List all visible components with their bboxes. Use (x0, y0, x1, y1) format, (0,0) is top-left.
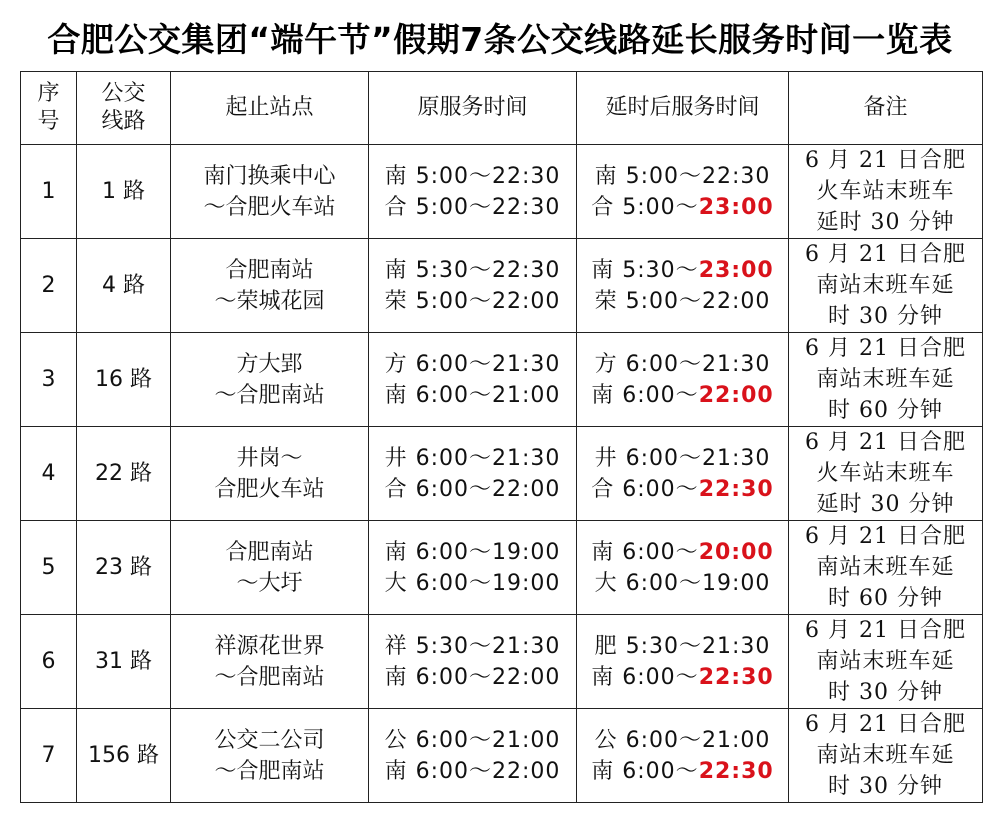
original-time-cell (369, 333, 577, 427)
header-extended-time: 延时后服务时间 (577, 72, 789, 145)
note-cell (789, 615, 983, 709)
stops-cell (171, 427, 369, 521)
original-time-line: 方 6:00～21:30 (384, 351, 561, 377)
original-time-cell (369, 615, 577, 709)
seq-cell: 2 (21, 239, 77, 333)
extended-time-highlight: 20:00 (698, 539, 774, 565)
original-time-line: 南 6:00～21:00 (384, 382, 561, 408)
extended-time-highlight: 23:00 (698, 194, 774, 220)
header-seq-line-2: 号 (37, 109, 60, 134)
note-line: 火车站末班车 (816, 461, 955, 486)
extended-time-highlight: 23:00 (698, 257, 774, 283)
extended-time-text: 公 6:00～21:00 (594, 727, 771, 753)
original-time-line: 南 6:00～22:00 (384, 758, 561, 784)
extended-time-line (577, 255, 788, 286)
header-seq-line-1: 序 (37, 81, 60, 106)
extended-time-text: 南 6:00～ (591, 539, 699, 565)
original-time-line: 南 5:00～22:30 (384, 163, 561, 189)
extended-time-highlight: 22:30 (698, 664, 774, 690)
original-time-line: 祥 5:30～21:30 (384, 633, 561, 659)
extended-time-cell (577, 709, 789, 803)
original-time-cell (369, 521, 577, 615)
bus-line-cell: 23 路 (77, 521, 171, 615)
original-time-line: 南 6:00～22:00 (384, 664, 561, 690)
extended-time-text: 南 5:30～ (591, 257, 699, 283)
note-cell (789, 427, 983, 521)
stops-cell (171, 521, 369, 615)
seq-cell: 5 (21, 521, 77, 615)
extended-time-cell (577, 427, 789, 521)
stops-cell (171, 615, 369, 709)
extended-time-text: 肥 5:30～21:30 (594, 633, 771, 659)
stop-line: ～合肥火车站 (203, 194, 336, 220)
note-line: 时 30 分钟 (828, 680, 943, 705)
stop-line: 公交二公司 (214, 727, 325, 753)
note-cell (789, 145, 983, 239)
header-seq (21, 72, 77, 145)
extended-time-line (577, 756, 788, 787)
header-line-line-1: 公交 (101, 81, 146, 106)
extended-time-highlight: 22:00 (698, 382, 774, 408)
table-row (21, 521, 983, 615)
original-time-line: 合 6:00～22:00 (384, 476, 561, 502)
header-row (21, 72, 983, 145)
note-line: 时 30 分钟 (828, 304, 943, 329)
extended-time-text: 大 6:00～19:00 (594, 570, 771, 596)
header-line (77, 72, 171, 145)
bus-line-cell: 1 路 (77, 145, 171, 239)
stops-cell (171, 239, 369, 333)
original-time-cell (369, 239, 577, 333)
extended-time-line (577, 568, 788, 599)
header-line-line-2: 线路 (101, 109, 146, 134)
seq-cell: 6 (21, 615, 77, 709)
note-line: 6 月 21 日合肥 (805, 242, 966, 267)
extended-time-highlight: 22:30 (698, 758, 774, 784)
seq-cell: 3 (21, 333, 77, 427)
note-line: 时 60 分钟 (828, 586, 943, 611)
original-time-line: 南 6:00～19:00 (384, 539, 561, 565)
extended-time-text: 南 5:00～22:30 (594, 163, 771, 189)
note-line: 南站末班车延 (816, 555, 955, 580)
extended-time-line (577, 286, 788, 317)
bus-line-cell: 156 路 (77, 709, 171, 803)
extended-time-text: 荣 5:00～22:00 (594, 288, 771, 314)
seq-cell: 4 (21, 427, 77, 521)
extended-time-line (577, 662, 788, 693)
extended-time-line (577, 192, 788, 223)
extended-time-text: 南 6:00～ (591, 382, 699, 408)
extended-time-line (577, 537, 788, 568)
extended-time-cell (577, 333, 789, 427)
stop-line: ～荣城花园 (214, 288, 325, 314)
table-row (21, 427, 983, 521)
original-time-cell (369, 427, 577, 521)
note-line: 南站末班车延 (816, 273, 955, 298)
note-line: 6 月 21 日合肥 (805, 524, 966, 549)
extended-time-cell (577, 145, 789, 239)
header-stops: 起止站点 (171, 72, 369, 145)
extended-time-cell (577, 239, 789, 333)
stop-line: 合肥南站 (225, 539, 314, 565)
seq-cell: 7 (21, 709, 77, 803)
stops-cell (171, 333, 369, 427)
original-time-cell (369, 145, 577, 239)
seq-cell: 1 (21, 145, 77, 239)
note-line: 6 月 21 日合肥 (805, 148, 966, 173)
original-time-line: 井 6:00～21:30 (384, 445, 561, 471)
note-line: 时 60 分钟 (828, 398, 943, 423)
stop-line: 方大郢 (236, 351, 303, 377)
note-line: 南站末班车延 (816, 743, 955, 768)
extended-time-line (577, 443, 788, 474)
bus-line-cell: 22 路 (77, 427, 171, 521)
stops-cell (171, 145, 369, 239)
bus-line-cell: 16 路 (77, 333, 171, 427)
note-line: 南站末班车延 (816, 649, 955, 674)
note-line: 时 30 分钟 (828, 774, 943, 799)
stop-line: 合肥火车站 (214, 476, 325, 502)
stop-line: ～合肥南站 (214, 382, 325, 408)
stop-line: 井岗～ (236, 445, 303, 471)
bus-line-cell: 4 路 (77, 239, 171, 333)
table-row (21, 239, 983, 333)
stop-line: 祥源花世界 (214, 633, 325, 659)
extended-time-line (577, 631, 788, 662)
extended-time-line (577, 474, 788, 505)
header-orig-time: 原服务时间 (369, 72, 577, 145)
note-cell (789, 239, 983, 333)
note-line: 火车站末班车 (816, 179, 955, 204)
original-time-line: 荣 5:00～22:00 (384, 288, 561, 314)
note-line: 延时 30 分钟 (816, 210, 955, 235)
extended-time-text: 南 6:00～ (591, 758, 699, 784)
extended-time-text: 南 6:00～ (591, 664, 699, 690)
table-row (21, 333, 983, 427)
extended-time-cell (577, 521, 789, 615)
original-time-line: 合 5:00～22:30 (384, 194, 561, 220)
note-line: 延时 30 分钟 (816, 492, 955, 517)
table-row (21, 709, 983, 803)
note-line: 6 月 21 日合肥 (805, 336, 966, 361)
stop-line: 合肥南站 (225, 257, 314, 283)
table-row (21, 615, 983, 709)
original-time-line: 公 6:00～21:00 (384, 727, 561, 753)
note-line: 南站末班车延 (816, 367, 955, 392)
stops-cell (171, 709, 369, 803)
extended-time-text: 合 6:00～ (591, 476, 699, 502)
note-line: 6 月 21 日合肥 (805, 618, 966, 643)
table-row (21, 145, 983, 239)
extended-time-line (577, 725, 788, 756)
extended-time-text: 合 5:00～ (591, 194, 699, 220)
note-line: 6 月 21 日合肥 (805, 430, 966, 455)
extended-time-text: 方 6:00～21:30 (594, 351, 771, 377)
extended-time-line (577, 161, 788, 192)
note-cell (789, 333, 983, 427)
stop-line: ～合肥南站 (214, 664, 325, 690)
original-time-line: 大 6:00～19:00 (384, 570, 561, 596)
extended-time-line (577, 349, 788, 380)
bus-line-cell: 31 路 (77, 615, 171, 709)
original-time-line: 南 5:30～22:30 (384, 257, 561, 283)
schedule-table (20, 71, 983, 803)
note-line: 6 月 21 日合肥 (805, 712, 966, 737)
extended-time-highlight: 22:30 (698, 476, 774, 502)
stop-line: ～合肥南站 (214, 758, 325, 784)
extended-time-text: 井 6:00～21:30 (594, 445, 771, 471)
extended-time-cell (577, 615, 789, 709)
note-cell (789, 709, 983, 803)
extended-time-line (577, 380, 788, 411)
original-time-cell (369, 709, 577, 803)
stop-line: ～大圩 (236, 570, 303, 596)
stop-line: 南门换乘中心 (203, 163, 336, 189)
note-cell (789, 521, 983, 615)
page-title: 合肥公交集团“端午节”假期7条公交线路延长服务时间一览表 (47, 20, 953, 59)
header-note: 备注 (789, 72, 983, 145)
